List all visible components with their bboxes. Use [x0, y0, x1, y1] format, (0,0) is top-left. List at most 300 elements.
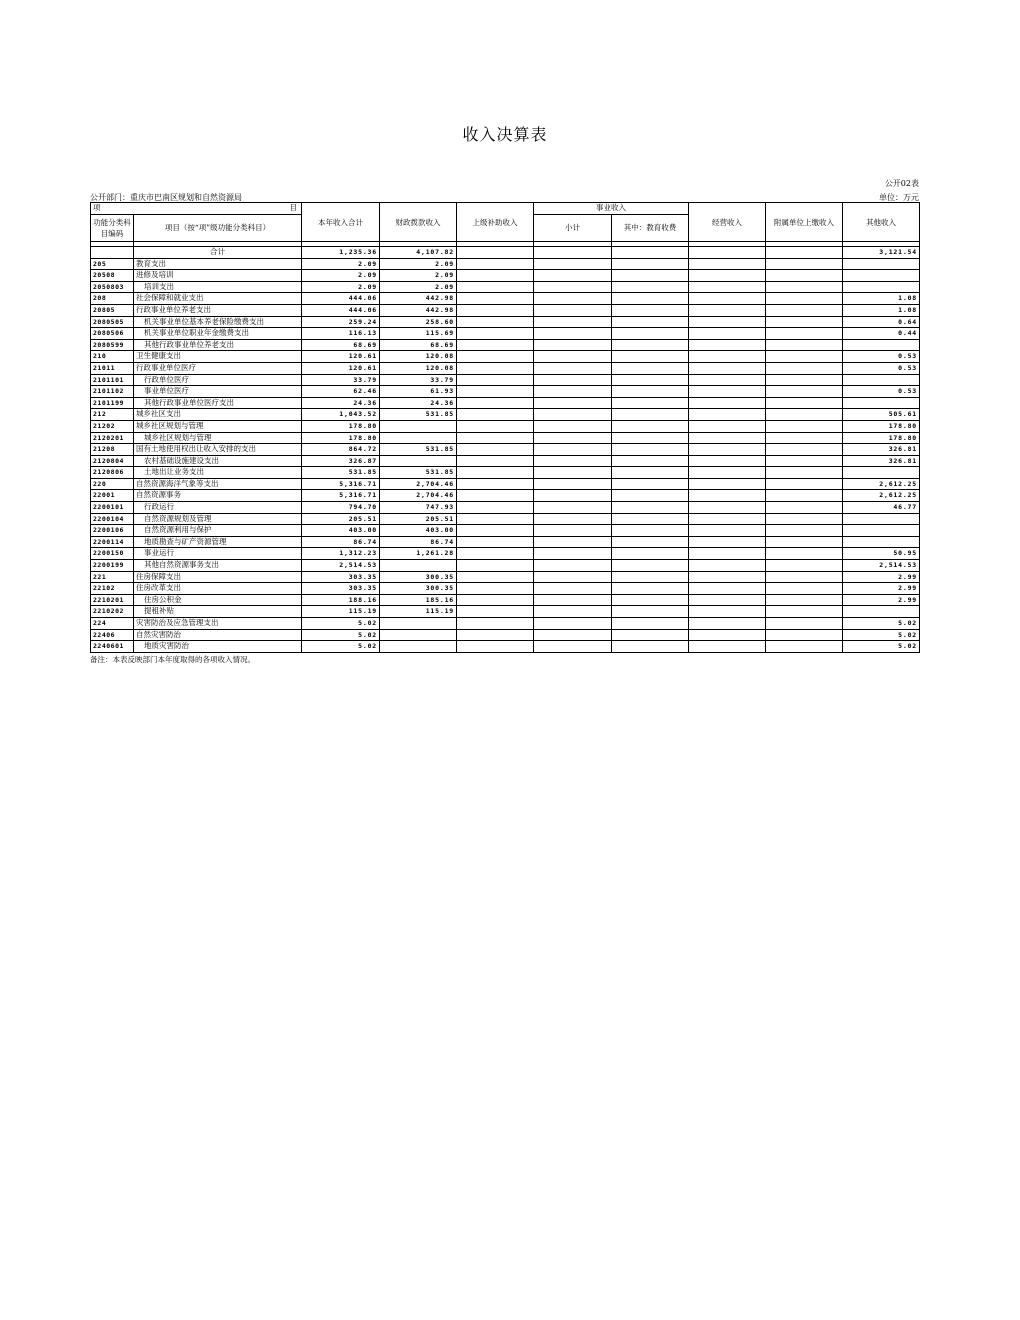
row-code: 220	[91, 478, 134, 490]
header-code: 功能分类科目编码	[91, 214, 134, 241]
row-total-income: 303.35	[302, 571, 380, 583]
row-name: 提租补贴	[134, 606, 302, 618]
row-other: 5.02	[843, 618, 920, 630]
row-affiliated	[766, 281, 843, 293]
row-operating	[689, 502, 766, 514]
row-other: 2.99	[843, 583, 920, 595]
row-superior-subsidy	[457, 281, 534, 293]
row-name: 自然资源海洋气象等支出	[134, 478, 302, 490]
row-affiliated	[766, 536, 843, 548]
row-fiscal	[380, 629, 457, 641]
row-business-subtotal	[534, 548, 612, 560]
row-code: 2200106	[91, 525, 134, 537]
row-code: 22406	[91, 629, 134, 641]
row-superior-subsidy	[457, 293, 534, 305]
row-code: 210	[91, 351, 134, 363]
row-business-subtotal	[534, 641, 612, 653]
row-code: 221	[91, 571, 134, 583]
row-affiliated	[766, 513, 843, 525]
row-superior-subsidy	[457, 362, 534, 374]
row-operating	[689, 478, 766, 490]
row-code: 22102	[91, 583, 134, 595]
row-superior-subsidy	[457, 420, 534, 432]
row-code: 20508	[91, 270, 134, 282]
row-education-fee	[612, 362, 689, 374]
header-xiang: 项	[93, 203, 101, 213]
row-other: 0.53	[843, 351, 920, 363]
row-total-income: 205.51	[302, 513, 380, 525]
row-fiscal: 2.09	[380, 281, 457, 293]
row-affiliated	[766, 490, 843, 502]
row-code: 2200101	[91, 502, 134, 514]
row-operating	[689, 258, 766, 270]
header-superior-subsidy: 上级补助收入	[457, 203, 534, 242]
row-business-subtotal	[534, 571, 612, 583]
row-name: 机关事业单位职业年金缴费支出	[134, 328, 302, 340]
row-superior-subsidy	[457, 432, 534, 444]
row-name: 自然资源利用与保护	[134, 525, 302, 537]
row-superior-subsidy	[457, 641, 534, 653]
row-name: 事业单位医疗	[134, 386, 302, 398]
row-name: 教育支出	[134, 258, 302, 270]
total-row	[91, 247, 920, 259]
row-fiscal: 1,261.28	[380, 548, 457, 560]
row-code: 224	[91, 618, 134, 630]
row-operating	[689, 351, 766, 363]
header-item: 项目（按“项”级功能分类科目）	[134, 214, 302, 241]
table-row	[91, 455, 920, 467]
row-business-subtotal	[534, 502, 612, 514]
row-code: 21208	[91, 444, 134, 456]
header-other: 其他收入	[843, 203, 920, 242]
footnote: 备注：本表反映部门本年度取得的各项收入情况。	[90, 655, 255, 664]
row-code: 21202	[91, 420, 134, 432]
row-affiliated	[766, 560, 843, 572]
row-fiscal: 115.19	[380, 606, 457, 618]
row-operating	[689, 525, 766, 537]
table-row	[91, 502, 920, 514]
row-total-income: 5,316.71	[302, 478, 380, 490]
row-fiscal: 86.74	[380, 536, 457, 548]
total-other-cell: 3,121.54	[843, 247, 920, 259]
row-fiscal	[380, 432, 457, 444]
row-affiliated	[766, 548, 843, 560]
row-business-subtotal	[534, 397, 612, 409]
row-fiscal	[380, 455, 457, 467]
row-business-subtotal	[534, 362, 612, 374]
row-business-subtotal	[534, 258, 612, 270]
row-superior-subsidy	[457, 525, 534, 537]
row-education-fee	[612, 536, 689, 548]
row-other	[843, 536, 920, 548]
row-superior-subsidy	[457, 397, 534, 409]
row-operating	[689, 629, 766, 641]
row-fiscal: 120.08	[380, 362, 457, 374]
row-education-fee	[612, 467, 689, 479]
row-name: 农村基础设施建设支出	[134, 455, 302, 467]
row-other: 505.61	[843, 409, 920, 421]
row-business-subtotal	[534, 606, 612, 618]
row-code: 2080506	[91, 328, 134, 340]
table-row	[91, 641, 920, 653]
table-row	[91, 374, 920, 386]
row-fiscal	[380, 641, 457, 653]
row-superior-subsidy	[457, 571, 534, 583]
row-fiscal: 747.93	[380, 502, 457, 514]
row-operating	[689, 548, 766, 560]
row-name: 其他自然资源事务支出	[134, 560, 302, 572]
row-code: 2101102	[91, 386, 134, 398]
row-fiscal: 2.09	[380, 258, 457, 270]
row-education-fee	[612, 258, 689, 270]
row-fiscal: 531.85	[380, 444, 457, 456]
row-code: 2101199	[91, 397, 134, 409]
row-business-subtotal	[534, 560, 612, 572]
row-other	[843, 397, 920, 409]
row-fiscal: 115.69	[380, 328, 457, 340]
row-operating	[689, 618, 766, 630]
row-name: 其他行政事业单位医疗支出	[134, 397, 302, 409]
row-fiscal: 68.69	[380, 339, 457, 351]
row-operating	[689, 641, 766, 653]
row-name: 行政事业单位养老支出	[134, 304, 302, 316]
row-operating	[689, 270, 766, 282]
row-superior-subsidy	[457, 583, 534, 595]
row-other	[843, 270, 920, 282]
row-code: 2240601	[91, 641, 134, 653]
row-operating	[689, 339, 766, 351]
row-education-fee	[612, 420, 689, 432]
income-table	[90, 202, 920, 653]
row-education-fee	[612, 316, 689, 328]
row-affiliated	[766, 397, 843, 409]
table-row	[91, 536, 920, 548]
row-business-subtotal	[534, 444, 612, 456]
row-education-fee	[612, 583, 689, 595]
row-affiliated	[766, 629, 843, 641]
form-code: 公开02表	[884, 179, 919, 188]
row-name: 城乡社区规划与管理	[134, 432, 302, 444]
table-row	[91, 316, 920, 328]
row-education-fee	[612, 571, 689, 583]
row-affiliated	[766, 420, 843, 432]
row-business-subtotal	[534, 270, 612, 282]
table-row	[91, 594, 920, 606]
row-name: 行政事业单位医疗	[134, 362, 302, 374]
row-code: 2210202	[91, 606, 134, 618]
row-superior-subsidy	[457, 316, 534, 328]
table-row	[91, 513, 920, 525]
row-code: 2080599	[91, 339, 134, 351]
total-label: 合计	[134, 247, 302, 259]
row-education-fee	[612, 455, 689, 467]
row-name: 事业运行	[134, 548, 302, 560]
row-total-income: 178.80	[302, 420, 380, 432]
header-total-income: 本年收入合计	[302, 203, 380, 242]
row-education-fee	[612, 502, 689, 514]
row-code: 212	[91, 409, 134, 421]
row-business-subtotal	[534, 629, 612, 641]
row-total-income: 24.36	[302, 397, 380, 409]
row-superior-subsidy	[457, 502, 534, 514]
row-education-fee	[612, 270, 689, 282]
row-name: 行政运行	[134, 502, 302, 514]
row-education-fee	[612, 525, 689, 537]
row-code: 2120201	[91, 432, 134, 444]
row-education-fee	[612, 490, 689, 502]
row-total-income: 403.00	[302, 525, 380, 537]
row-fiscal: 61.93	[380, 386, 457, 398]
row-fiscal	[380, 618, 457, 630]
row-business-subtotal	[534, 304, 612, 316]
row-business-subtotal	[534, 409, 612, 421]
row-superior-subsidy	[457, 270, 534, 282]
row-name: 进修及培训	[134, 270, 302, 282]
row-business-subtotal	[534, 293, 612, 305]
row-education-fee	[612, 293, 689, 305]
row-affiliated	[766, 478, 843, 490]
header-business-income: 事业收入	[534, 203, 689, 215]
row-code: 2200114	[91, 536, 134, 548]
row-other: 326.81	[843, 444, 920, 456]
row-name: 自然资源事务	[134, 490, 302, 502]
table-row	[91, 525, 920, 537]
header-fiscal: 财政拨款收入	[380, 203, 457, 242]
row-education-fee	[612, 560, 689, 572]
row-affiliated	[766, 641, 843, 653]
row-name: 卫生健康支出	[134, 351, 302, 363]
row-education-fee	[612, 478, 689, 490]
row-code: 2080505	[91, 316, 134, 328]
row-superior-subsidy	[457, 490, 534, 502]
row-business-subtotal	[534, 455, 612, 467]
row-name: 机关事业单位基本养老保险缴费支出	[134, 316, 302, 328]
row-education-fee	[612, 351, 689, 363]
row-business-subtotal	[534, 490, 612, 502]
table-row	[91, 270, 920, 282]
row-total-income: 188.16	[302, 594, 380, 606]
row-other: 50.95	[843, 548, 920, 560]
row-other: 0.64	[843, 316, 920, 328]
row-superior-subsidy	[457, 560, 534, 572]
unit-label: 单位：万元	[879, 193, 919, 202]
row-name: 住房公积金	[134, 594, 302, 606]
row-code: 2120806	[91, 467, 134, 479]
row-other	[843, 513, 920, 525]
row-total-income: 86.74	[302, 536, 380, 548]
row-business-subtotal	[534, 594, 612, 606]
row-affiliated	[766, 444, 843, 456]
row-superior-subsidy	[457, 513, 534, 525]
table-row	[91, 258, 920, 270]
row-total-income: 5.02	[302, 629, 380, 641]
row-education-fee	[612, 513, 689, 525]
table-row	[91, 362, 920, 374]
row-superior-subsidy	[457, 455, 534, 467]
department-label: 公开部门：重庆市巴南区规划和自然资源局	[90, 193, 242, 202]
row-operating	[689, 293, 766, 305]
row-education-fee	[612, 328, 689, 340]
row-code: 22001	[91, 490, 134, 502]
row-code: 2101101	[91, 374, 134, 386]
row-education-fee	[612, 374, 689, 386]
row-superior-subsidy	[457, 351, 534, 363]
row-total-income: 864.72	[302, 444, 380, 456]
row-operating	[689, 304, 766, 316]
row-operating	[689, 420, 766, 432]
row-fiscal: 205.51	[380, 513, 457, 525]
table-row	[91, 397, 920, 409]
row-education-fee	[612, 629, 689, 641]
row-total-income: 444.06	[302, 304, 380, 316]
row-affiliated	[766, 362, 843, 374]
row-superior-subsidy	[457, 594, 534, 606]
row-superior-subsidy	[457, 618, 534, 630]
row-operating	[689, 432, 766, 444]
row-affiliated	[766, 374, 843, 386]
row-operating	[689, 583, 766, 595]
row-operating	[689, 606, 766, 618]
table-row	[91, 629, 920, 641]
row-total-income: 326.87	[302, 455, 380, 467]
row-name: 国有土地使用权出让收入安排的支出	[134, 444, 302, 456]
row-code: 21011	[91, 362, 134, 374]
row-name: 自然资源规划及管理	[134, 513, 302, 525]
row-education-fee	[612, 281, 689, 293]
row-total-income: 794.70	[302, 502, 380, 514]
row-business-subtotal	[534, 351, 612, 363]
row-other	[843, 281, 920, 293]
row-code: 2120804	[91, 455, 134, 467]
row-affiliated	[766, 467, 843, 479]
table-row	[91, 606, 920, 618]
row-superior-subsidy	[457, 328, 534, 340]
row-operating	[689, 386, 766, 398]
row-operating	[689, 594, 766, 606]
row-name: 其他行政事业单位养老支出	[134, 339, 302, 351]
total-fiscal-cell: 4,107.82	[380, 247, 457, 259]
row-total-income: 5,316.71	[302, 490, 380, 502]
row-other: 2,514.53	[843, 560, 920, 572]
row-affiliated	[766, 316, 843, 328]
table-row	[91, 618, 920, 630]
table-row	[91, 386, 920, 398]
row-education-fee	[612, 386, 689, 398]
row-total-income: 2.09	[302, 281, 380, 293]
row-operating	[689, 316, 766, 328]
row-business-subtotal	[534, 525, 612, 537]
row-superior-subsidy	[457, 606, 534, 618]
table-row	[91, 583, 920, 595]
row-name: 城乡社区规划与管理	[134, 420, 302, 432]
row-affiliated	[766, 258, 843, 270]
row-affiliated	[766, 432, 843, 444]
row-affiliated	[766, 583, 843, 595]
table-row	[91, 293, 920, 305]
row-fiscal: 120.08	[380, 351, 457, 363]
header-mu: 目	[289, 203, 297, 212]
table-row	[91, 339, 920, 351]
row-code: 20805	[91, 304, 134, 316]
row-superior-subsidy	[457, 258, 534, 270]
row-code: 2210201	[91, 594, 134, 606]
row-business-subtotal	[534, 583, 612, 595]
row-operating	[689, 281, 766, 293]
header-row-1	[91, 203, 920, 215]
row-affiliated	[766, 606, 843, 618]
row-code: 2050803	[91, 281, 134, 293]
row-other: 0.44	[843, 328, 920, 340]
header-education-fee: 其中：教育收费	[612, 214, 689, 241]
row-affiliated	[766, 618, 843, 630]
table-row	[91, 560, 920, 572]
row-name: 住房改革支出	[134, 583, 302, 595]
row-fiscal: 531.85	[380, 467, 457, 479]
row-other: 5.02	[843, 629, 920, 641]
row-fiscal: 2.09	[380, 270, 457, 282]
row-superior-subsidy	[457, 386, 534, 398]
row-affiliated	[766, 409, 843, 421]
row-superior-subsidy	[457, 374, 534, 386]
row-education-fee	[612, 339, 689, 351]
row-business-subtotal	[534, 513, 612, 525]
row-other: 1.08	[843, 293, 920, 305]
row-total-income: 5.02	[302, 618, 380, 630]
total-income-cell: 1,235.36	[302, 247, 380, 259]
row-fiscal: 2,704.46	[380, 490, 457, 502]
row-total-income: 5.02	[302, 641, 380, 653]
row-total-income: 178.80	[302, 432, 380, 444]
row-other: 46.77	[843, 502, 920, 514]
row-fiscal: 258.60	[380, 316, 457, 328]
row-education-fee	[612, 548, 689, 560]
row-fiscal: 442.98	[380, 293, 457, 305]
row-other: 0.53	[843, 386, 920, 398]
row-operating	[689, 571, 766, 583]
row-total-income: 444.06	[302, 293, 380, 305]
row-total-income: 2.09	[302, 258, 380, 270]
row-other: 0.53	[843, 362, 920, 374]
row-business-subtotal	[534, 281, 612, 293]
row-superior-subsidy	[457, 409, 534, 421]
page-title: 收入决算表	[462, 125, 548, 144]
table-row	[91, 420, 920, 432]
row-other	[843, 525, 920, 537]
row-other: 178.80	[843, 420, 920, 432]
row-total-income: 2.09	[302, 270, 380, 282]
row-other: 326.81	[843, 455, 920, 467]
row-total-income: 115.19	[302, 606, 380, 618]
row-affiliated	[766, 455, 843, 467]
table-row	[91, 409, 920, 421]
row-operating	[689, 444, 766, 456]
header-affiliated: 附属单位上缴收入	[766, 203, 843, 242]
row-operating	[689, 513, 766, 525]
row-business-subtotal	[534, 420, 612, 432]
row-name: 行政单位医疗	[134, 374, 302, 386]
header-subtotal: 小计	[534, 214, 612, 241]
row-business-subtotal	[534, 432, 612, 444]
row-total-income: 259.24	[302, 316, 380, 328]
table-row	[91, 548, 920, 560]
row-education-fee	[612, 444, 689, 456]
row-superior-subsidy	[457, 548, 534, 560]
row-affiliated	[766, 351, 843, 363]
row-education-fee	[612, 432, 689, 444]
table-row	[91, 351, 920, 363]
row-name: 灾害防治及应急管理支出	[134, 618, 302, 630]
row-affiliated	[766, 571, 843, 583]
